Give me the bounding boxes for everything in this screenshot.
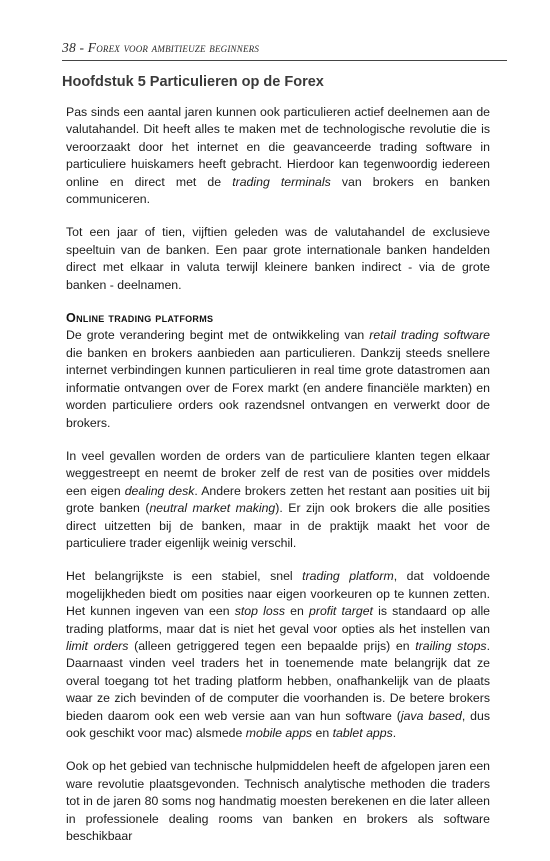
text-run: die banken en brokers aanbieden aan particulieren. Dankzij steeds snellere internet verbindingen kunnen particulieren in real time grote datastromen aan informatie ontvangen over de Forex markt (en andere financiële markten) en worden particuliere orders ook razendsnel ontvangen en verwerkt door de brokers. [66, 345, 490, 430]
text-run: is standaard op alle trading platforms, maar dat is niet het geval voor opties als het instellen van [66, 604, 491, 636]
italic-term: trailing stops [415, 638, 487, 653]
italic-term: trading platform [302, 569, 394, 584]
chapter-title: Hoofdstuk 5 Particulieren op de Forex [62, 74, 324, 90]
text-run: , dus ook geschikt voor mac) alsmede [66, 708, 490, 740]
text-run: In veel gevallen worden de orders van de particuliere klanten tegen elkaar weggestreept en neemt de broker zelf de rest van de posities over middels een eigen [66, 448, 490, 498]
text-run: Ook op het gebied van technische hulpmiddelen heeft de afgelopen jaren een ware revolutie plaatsgevonden. Technisch analytische methoden die traders tot in de jaren 80 soms nog handmatig moesten berekenen en die later alleen in professionele dealing rooms van banken en brokers als software beschikbaar [66, 759, 490, 844]
text-run: van brokers en banken communiceren. [66, 174, 490, 207]
text-run: en [312, 726, 333, 740]
text-run: en [285, 604, 310, 619]
text-run: Het belangrijkste is een stabiel, snel [66, 569, 303, 584]
running-title: Forex voor ambitieuze beginners [87, 40, 260, 55]
italic-term: limit orders [66, 638, 129, 653]
text-run: De grote verandering begint met de ontwikkeling van [66, 328, 370, 343]
italic-term: java based [400, 708, 462, 723]
text-run: ). Er zijn ook brokers die alle posities direct uitzetten bij de banken, maar in de praktijk maakt het voor de particuliere trader eigenlijk weinig verschil. [66, 501, 490, 550]
body-text [66, 104, 490, 861]
header-separator: - [75, 40, 88, 55]
text-run: Pas sinds een aantal jaren kunnen ook particulieren actief deelnemen aan de valutahandel. Dit heeft alles te maken met de technologische revolutie die is veroorzaakt door het internet en die geavanceerde trading software in particuliere huiskamers heeft gebracht. Hierdoor kan tegenwoordig iedereen online en direct met de [66, 105, 490, 189]
italic-term: dealing desk [124, 483, 195, 498]
text-run: (alleen getriggered tegen een bepaalde prijs) en [128, 638, 416, 653]
italic-term: profit target [309, 604, 373, 619]
running-header [62, 40, 507, 61]
paragraph [66, 224, 490, 294]
italic-term: neutral market making [149, 501, 276, 516]
italic-term: tablet apps [332, 726, 393, 740]
text-run: . [392, 726, 397, 740]
text-run: , dat voldoende mogelijkheden biedt om posities naar eigen voorkeuren op te kunnen zetten. Het kunnen ingeven van een [66, 569, 490, 619]
section-heading: Online trading platforms [66, 311, 214, 326]
paragraph [66, 568, 490, 742]
paragraph [66, 758, 490, 845]
italic-term: trading terminals [232, 174, 331, 189]
paragraph [66, 104, 490, 208]
italic-term: stop loss [234, 604, 285, 619]
italic-term: retail trading software [369, 328, 491, 343]
text-run: . Andere brokers zetten het restant aan posities uit bij grote banken ( [66, 483, 490, 516]
italic-term: mobile apps [245, 726, 313, 740]
page-number: 38 [62, 40, 76, 55]
paragraph [66, 327, 490, 431]
text-run: . Daarnaast vinden veel traders het in toenemende mate belangrijk dat ze overal toegang tot het trading platform hebben, onafhankelijk van de plaats waar ze zich bevinden of de computer die voorhanden is. De betere brokers bieden daarom ook een web versie aan van hun software ( [66, 638, 490, 723]
text-run: Tot een jaar of tien, vijftien geleden was de valutahandel de exclusieve speeltuin van de banken. Een paar grote internationale banken handelden direct met elkaar in valuta terwijl kleinere banken indirect - via de grote banken - deelnamen. [66, 225, 490, 292]
paragraph [66, 448, 490, 552]
